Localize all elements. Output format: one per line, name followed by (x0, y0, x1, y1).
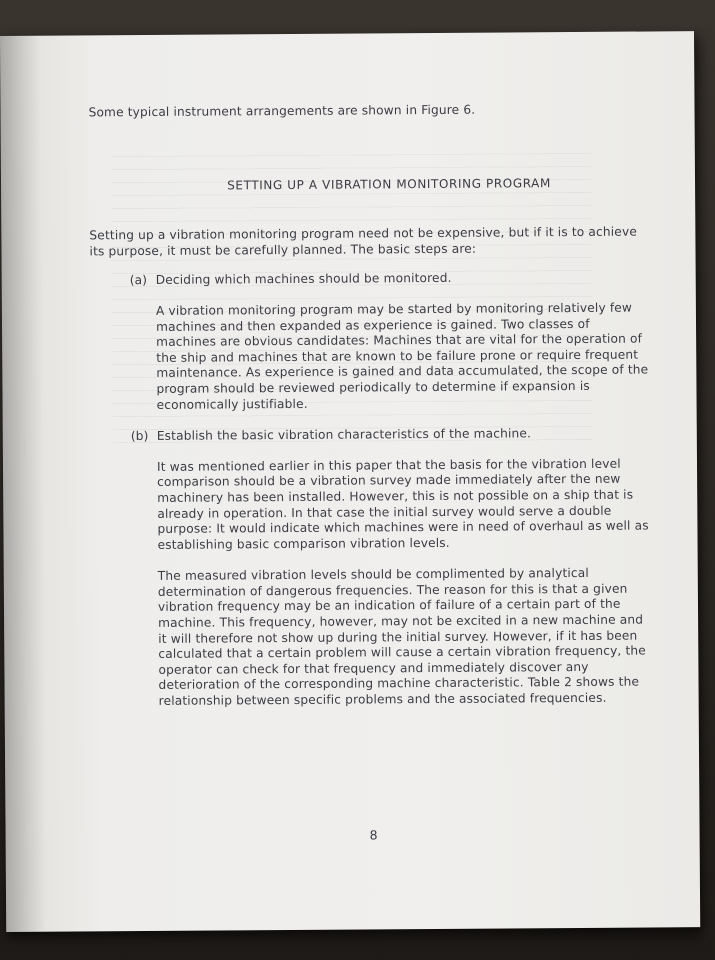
step-b-body (157, 456, 653, 709)
page-content (88, 101, 652, 726)
step-a-paragraph: A vibration monitoring program may be started by monitoring relatively few machines and then expanded as experience is gained. Two classes of machines are obvious candidates: Machines that are vital for the operation of the ship and machines that are known to be failure prone or require frequent maintenance. As experience is gained and data accumulated, the scope of the program should be reviewed periodically to determine if expansion is economically justifiable. (155, 300, 649, 412)
step-b-marker: (b) (130, 429, 149, 444)
step-a-marker: (a) (129, 273, 148, 288)
step-a-body (156, 300, 651, 413)
step-a (90, 270, 651, 414)
step-b-paragraph-2: The measured vibration levels should be complimented by analytical determination of dangerous frequencies. The reason for this is that a given vibration frequency may be an indication of failure of a certain part of the machine. This frequency, however, may not be excited in a new machine and it will therefore not show up during the initial survey. However, if it has been calculated that a certain problem will cause a certain vibration frequency, the operator can check for that frequency and immediately discover any deterioration of the corresponding machine characteristic. Table 2 shows the relationship between specific problems and the associated frequencies. (157, 566, 646, 708)
document-page (0, 31, 700, 932)
binding-edge (0, 36, 46, 932)
step-a-title: Deciding which machines should be monitored. (155, 271, 452, 288)
opening-paragraph: Setting up a vibration monitoring program need not be expensive, but if it is to achieve its purpose, it must be carefully planned. The basic steps are: (89, 224, 637, 259)
step-b-header (131, 426, 651, 445)
step-b-paragraph-1: It was mentioned earlier in this paper that the basis for the vibration level comparison should be a vibration survey made immediately after the new machinery has been installed. However, this is not possible on a ship that is already in operation. In that case the initial survey would serve a double purpose: It would indicate which machines were in need of overhaul as well as establishing basic comparison vibration levels. (156, 456, 649, 552)
step-b-title: Establish the basic vibration characteristics of the machine. (156, 426, 532, 444)
step-a-header (130, 270, 650, 289)
step-b (91, 426, 653, 710)
intro-sentence: Some typical instrument arrangements are shown in Figure 6. (88, 102, 476, 120)
section-heading: SETTING UP A VIBRATION MONITORING PROGRAM (227, 175, 551, 193)
page-number: 8 (369, 827, 378, 843)
